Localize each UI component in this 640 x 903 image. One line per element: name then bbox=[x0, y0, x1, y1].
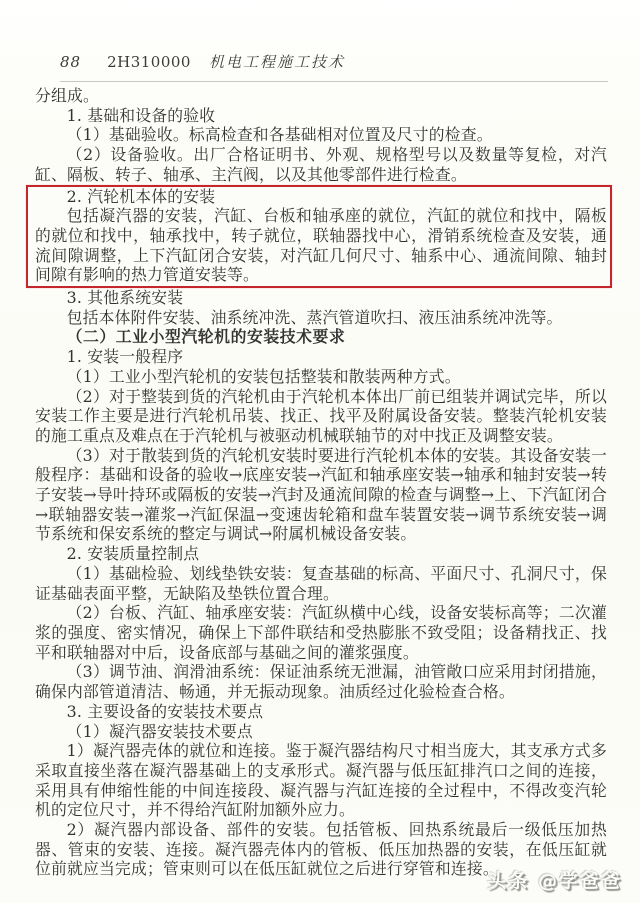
paragraph: 包括本体附件安装、油系统冲洗、蒸汽管道吹扫、液压油系统冲洗等。 bbox=[66, 307, 563, 327]
paragraph: 1）凝汽器壳体的就位和连接。鉴于凝汽器结构尺寸相当庞大，其支承方式多采取直接坐落在凝汽器基础上的支承形式。凝汽器与低压缸排汽口之间的连接，采用具有伸缩性能的中间连接段、凝汽器与汽缸连接的全过程中，不得改变汽轮机的定位尺寸，并不得给汽缸附加额外应力。 bbox=[35, 741, 607, 820]
page-number: 88 bbox=[60, 53, 82, 71]
highlight-box-annotation bbox=[26, 185, 612, 289]
course-code: 2H310000 bbox=[107, 53, 191, 71]
page-header bbox=[60, 51, 608, 82]
paragraph-highlighted: 包括凝汽器的安装，汽缸、台板和轴承座的就位，汽缸的就位和找中，隔板的就位和找中，轴承找中，转子就位，联轴器找中心，滑销系统检查及安装，通流间隙调整，上下汽缸闭合安装，对汽缸几何尺寸、轴系中心、通流间隙、轴封间隙有影响的热力管道安装等。 bbox=[35, 206, 607, 285]
paragraph: （2）设备验收。出厂合格证明书、外观、规格型号以及数量等复检，对汽缸、隔板、转子、轴承、主汽阀，以及其他零部件进行检查。 bbox=[35, 145, 607, 184]
section-heading: （1）凝汽器安装技术要点 bbox=[66, 721, 253, 741]
section-heading-bold: （二）工业小型汽轮机的安装技术要求 bbox=[66, 327, 346, 347]
toutiao-watermark: 头条 @学爸爸 bbox=[487, 870, 622, 892]
paragraph: （1）工业小型汽轮机的安装包括整装和散装两种方式。 bbox=[66, 366, 461, 386]
section-heading-highlighted: 2. 汽轮机本体的安装 bbox=[66, 186, 216, 206]
section-heading: 1. 安装一般程序 bbox=[66, 347, 184, 367]
section-heading: 3. 主要设备的安装技术要点 bbox=[66, 701, 264, 721]
section-heading: 3. 其他系统安装 bbox=[66, 288, 184, 308]
paragraph: （2）对于整装到货的汽轮机由于汽轮机本体出厂前已组装并调试完毕，所以安装工作主要是进行汽轮机吊装、找正、找平及附属设备安装。整装汽轮机安装的施工重点及难点在于汽轮机与被驱动机械联轴节的对中找正及调整安装。 bbox=[35, 386, 607, 445]
paragraph: （2）台板、汽缸、轴承座安装：汽缸纵横中心线，设备安装标高等；二次灌浆的强度、密实情况，确保上下部件联结和受热膨胀不致受阻；设备精找正、找平和联轴器对中后，设备底部与基础之间的灌浆强度。 bbox=[35, 603, 607, 662]
paragraph: （1）基础检验、划线垫铁安装：复查基础的标高、平面尺寸、孔洞尺寸，保证基础表面平整，无缺陷及垫铁位置合理。 bbox=[35, 563, 607, 603]
course-title: 机电工程施工技术 bbox=[208, 53, 345, 71]
page-body bbox=[35, 86, 607, 879]
paragraph: （1）基础验收。标高检查和各基础相对位置及尺寸的检查。 bbox=[66, 125, 493, 145]
paragraph: 分组成。 bbox=[35, 86, 99, 105]
section-heading: 1. 基础和设备的验收 bbox=[66, 105, 216, 125]
paragraph: 2）凝汽器内部设备、部件的安装。包括管板、回热系统最后一级低压加热器、管束的安装、连接。凝汽器壳体内的管板、低压加热器的安装，在低压缸就位前就应当完成；管束则可以在低压缸就位之后进行穿管和连接。 bbox=[35, 820, 607, 879]
paragraph: （3）对于散装到货的汽轮机安装时要进行汽轮机本体的安装。其设备安装一般程序：基础和设备的验收→底座安装→汽缸和轴承座安装→轴承和轴封安装→转子安装→导叶持环或隔板的安装→汽封及通流间隙的检查与调整→上、下汽缸闭合→联轴器安装→灌浆→汽缸保温→变速齿轮箱和盘车装置安装→调节系统安装→调节系统和保安系统的整定与调试→附属机械设备安装。 bbox=[35, 445, 607, 544]
paragraph: （3）调节油、润滑油系统：保证油系统无泄漏，油管敞口应采用封闭措施，确保内部管道清洁、畅通，并无振动现象。油质经过化验检查合格。 bbox=[35, 662, 607, 702]
section-heading: 2. 安装质量控制点 bbox=[66, 544, 200, 564]
